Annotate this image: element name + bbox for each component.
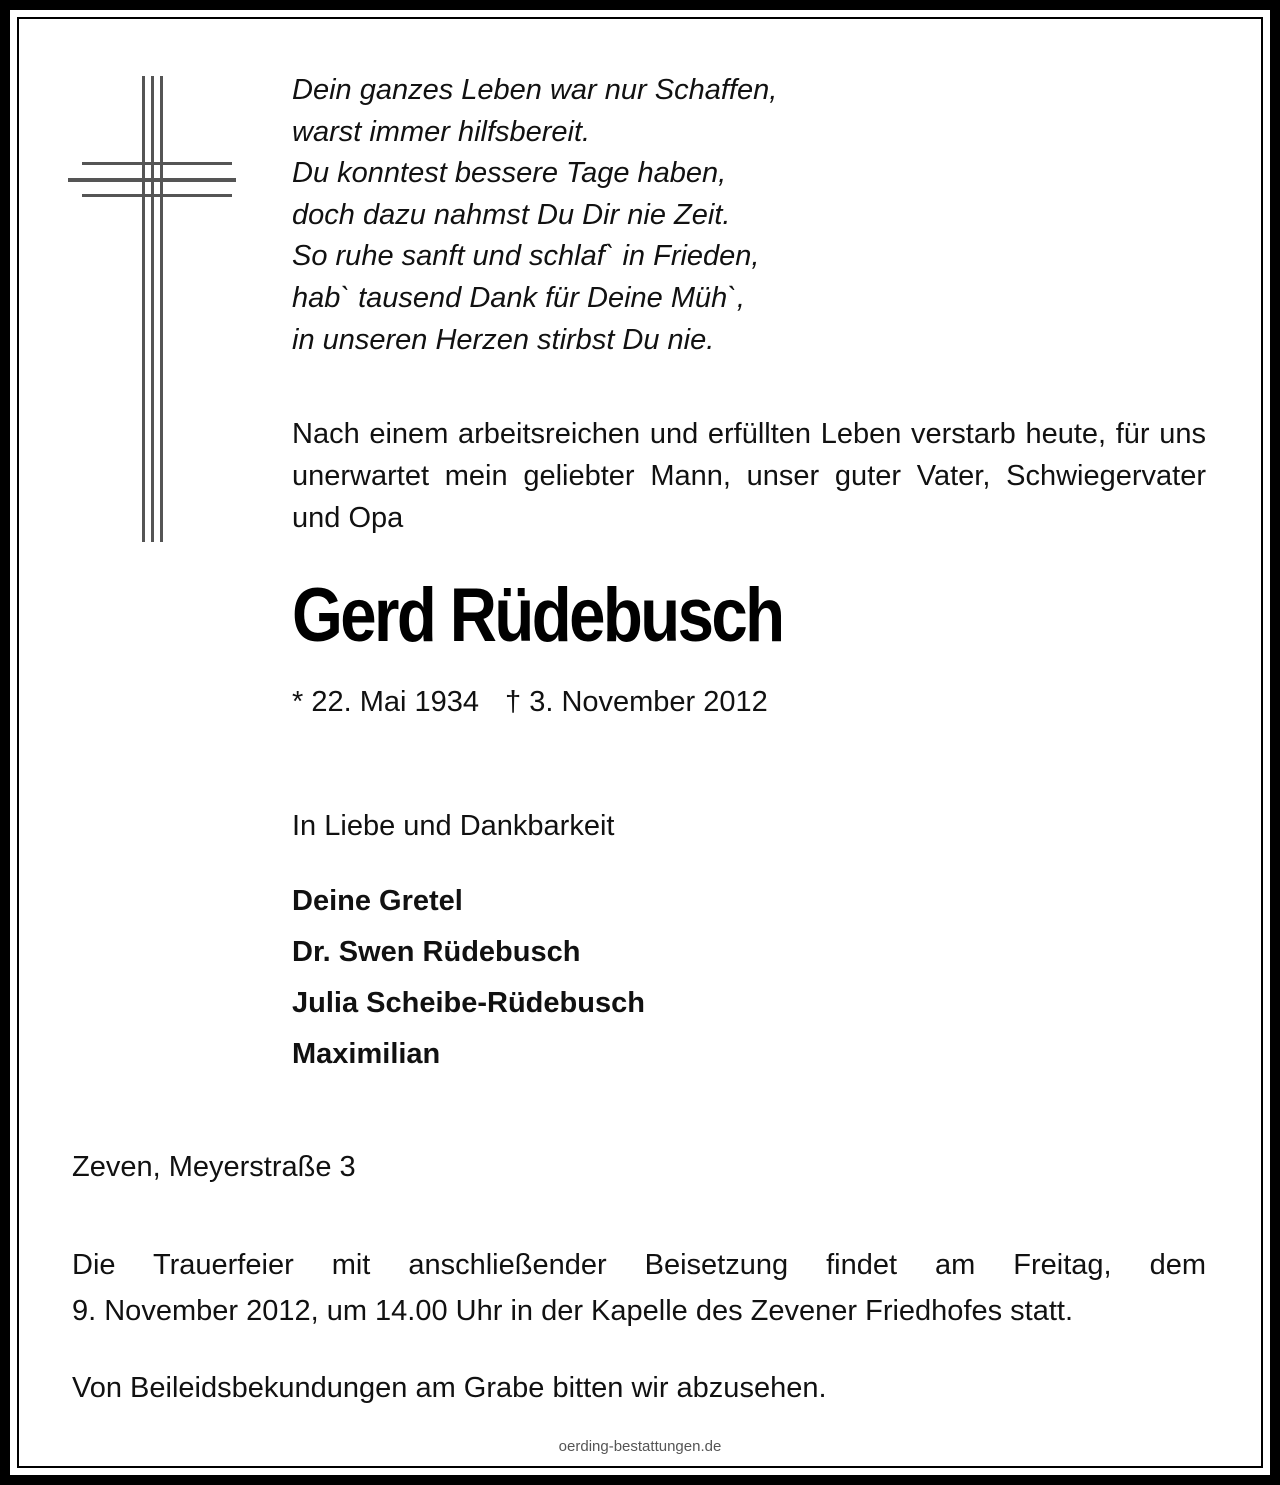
poem-line: Du konntest bessere Tage haben, bbox=[292, 157, 727, 190]
ceremony-line-2: 9. November 2012, um 14.00 Uhr in der Kapelle des Zevener Friedhofes statt. bbox=[72, 1295, 1074, 1327]
deceased-name: Gerd Rüdebusch bbox=[292, 573, 783, 658]
signers-list bbox=[292, 876, 645, 1080]
poem-line: in unseren Herzen stirbst Du nie. bbox=[292, 323, 715, 356]
address: Zeven, Meyerstraße 3 bbox=[72, 1151, 356, 1183]
poem-line: hab` tausend Dank für Deine Müh`, bbox=[292, 281, 745, 314]
signer: Deine Gretel bbox=[292, 885, 463, 917]
signer: Maximilian bbox=[292, 1038, 441, 1070]
intro-text: Nach einem arbeitsreichen und erfüllten Leben verstarb heute, für uns unerwartet mein geliebter Mann, unser guter Vater, Schwiegervater und Opa bbox=[292, 418, 1206, 534]
poem-line: Dein ganzes Leben war nur Schaffen, bbox=[292, 74, 778, 106]
ceremony-info bbox=[72, 1242, 1206, 1334]
farewell-text: In Liebe und Dankbarkeit bbox=[292, 810, 615, 842]
poem bbox=[292, 70, 1192, 361]
birth-date: * 22. Mai 1934 bbox=[292, 686, 480, 718]
poem-line: doch dazu nahmst Du Dir nie Zeit. bbox=[292, 198, 731, 231]
condolence-note: Von Beileidsbekundungen am Grabe bitten wir abzusehen. bbox=[72, 1372, 827, 1404]
life-dates bbox=[292, 686, 768, 719]
signer: Dr. Swen Rüdebusch bbox=[292, 936, 581, 968]
death-date: † 3. November 2012 bbox=[505, 686, 768, 718]
ceremony-line-1: Die Trauerfeier mit anschließender Beisetzung findet am Freitag, dem bbox=[72, 1249, 1206, 1281]
poem-line: warst immer hilfsbereit. bbox=[292, 115, 591, 148]
poem-line: So ruhe sanft und schlaf` in Frieden, bbox=[292, 240, 760, 273]
signer: Julia Scheibe-Rüdebusch bbox=[292, 987, 645, 1019]
cross-icon bbox=[68, 76, 236, 542]
footer-source: oerding-bestattungen.de bbox=[558, 1438, 722, 1455]
